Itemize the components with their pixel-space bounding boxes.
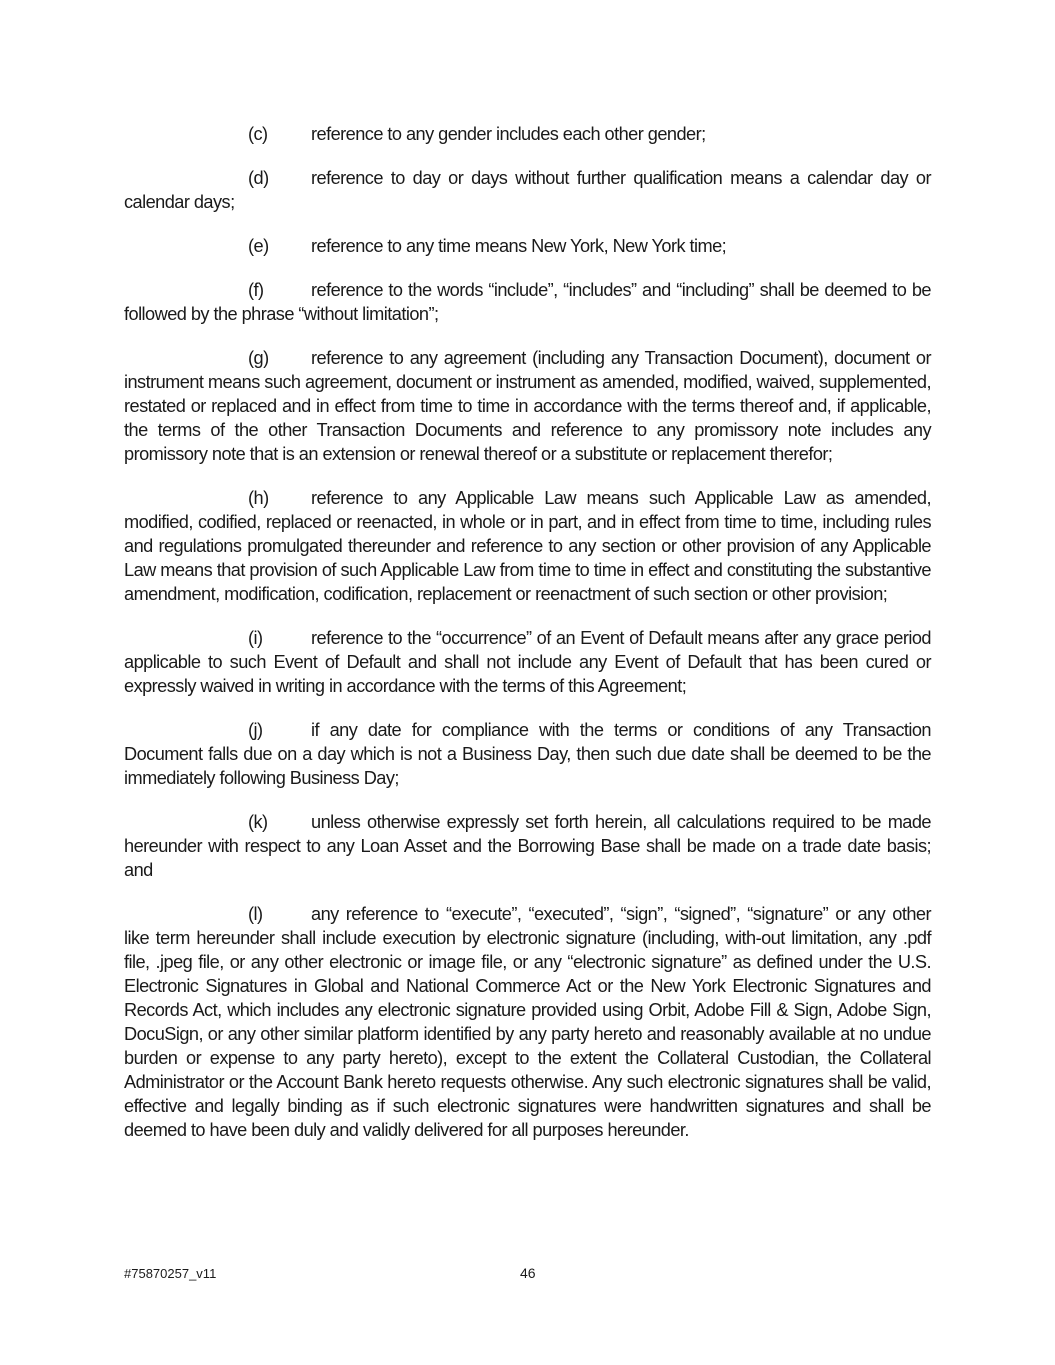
clause-j bbox=[124, 718, 931, 790]
clause-f bbox=[124, 278, 931, 326]
clause-h bbox=[124, 486, 931, 606]
clause-label: (c) bbox=[248, 124, 268, 144]
clause-text: reference to any agreement (including any Transaction Document), document or instrument means such agreement, document or instrument as amended, modified, waived, supplemented, restated or replaced and in effect from time to time in accordance with the terms thereof and, if applicable, the terms of the other Transaction Documents and reference to any promissory note includes any promissory note that is an extension or renewal thereof or a substitute or replacement therefor; bbox=[124, 348, 931, 464]
clause-label: (e) bbox=[248, 236, 269, 256]
clause-text: reference to any gender includes each other gender; bbox=[311, 124, 706, 144]
clause-label: (h) bbox=[248, 488, 269, 508]
clause-label: (f) bbox=[248, 280, 264, 300]
clause-label: (k) bbox=[248, 812, 268, 832]
clause-text: any reference to “execute”, “executed”, “sign”, “signed”, “signature” or any other like term hereunder shall include execution by electronic signature (including, with-out limitation, any .pdf file, .jpeg file, or any other electronic or image file, or any “electronic signature” as defined under the U.S. Electronic Signatures in Global and National Commerce Act or the New York Electronic Signatures and Records Act, which includes any electronic signature provided using Orbit, Adobe Fill & Sign, Adobe Sign, DocuSign, or any other similar platform identified by any party hereto and reasonably available at no undue burden or expense to any party hereto), except to the extent the Collateral Custodian, the Collateral Administrator or the Account Bank hereto requests otherwise. Any such electronic signatures shall be valid, effective and legally binding as if such electronic signatures were handwritten signatures and shall be deemed to have been duly and validly delivered for all purposes hereunder. bbox=[124, 904, 931, 1140]
clause-label: (g) bbox=[248, 348, 269, 368]
clause-text: reference to any time means New York, New York time; bbox=[311, 236, 727, 256]
clause-d bbox=[124, 166, 931, 214]
clause-g bbox=[124, 346, 931, 466]
clause-label: (l) bbox=[248, 904, 263, 924]
clause-k bbox=[124, 810, 931, 882]
footer-page-number: 46 bbox=[520, 1265, 536, 1281]
clause-text: if any date for compliance with the terms or conditions of any Transaction Document falls due on a day which is not a Business Day, then such due date shall be deemed to be the immediately following Business Day; bbox=[124, 720, 931, 788]
clause-text: reference to the “occurrence” of an Event of Default means after any grace period applicable to such Event of Default and shall not include any Event of Default that has been cured or expressly waived in writing in accordance with the terms of this Agreement; bbox=[124, 628, 931, 696]
clause-l bbox=[124, 902, 931, 1142]
clause-label: (d) bbox=[248, 168, 269, 188]
clause-text: reference to any Applicable Law means such Applicable Law as amended, modified, codified, replaced or reenacted, in whole or in part, and in effect from time to time, including rules and regulations promulgated thereunder and reference to any section or other provision of any Applicable Law means that provision of such Applicable Law from time to time in effect and constituting the substantive amendment, modification, codification, replacement or reenactment of such section or other provision; bbox=[124, 488, 931, 604]
clause-c bbox=[124, 122, 931, 146]
clause-text: unless otherwise expressly set forth herein, all calculations required to be made hereunder with respect to any Loan Asset and the Borrowing Base shall be made on a trade date basis; and bbox=[124, 812, 931, 880]
clause-i bbox=[124, 626, 931, 698]
footer-document-id: #75870257_v11 bbox=[124, 1266, 217, 1281]
clause-label: (i) bbox=[248, 628, 263, 648]
clause-e bbox=[124, 234, 931, 258]
clause-label: (j) bbox=[248, 720, 263, 740]
document-body bbox=[124, 122, 931, 1162]
clause-text: reference to the words “include”, “includes” and “including” shall be deemed to be followed by the phrase “without limitation”; bbox=[124, 280, 931, 324]
clause-text: reference to day or days without further qualification means a calendar day or calendar days; bbox=[124, 168, 931, 212]
